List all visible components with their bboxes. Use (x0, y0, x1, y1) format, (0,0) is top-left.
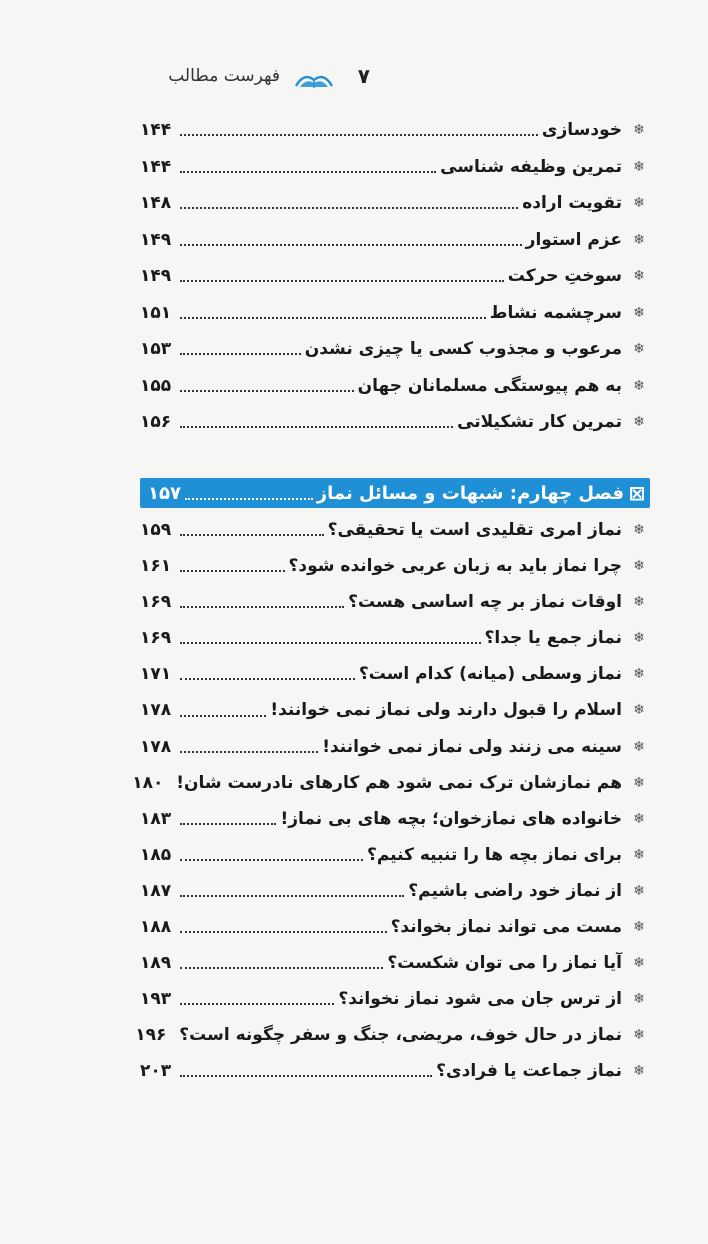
entry-title: نماز امری تقلیدی است یا تحقیقی؟ (327, 520, 622, 540)
entry-title: آیا نماز را می توان شکست؟ (387, 953, 622, 974)
entry-page: ۱۴۴ (140, 156, 172, 177)
dot-leader (180, 931, 387, 933)
entry-title: هم نمازشان ترک نمی شود هم کارهای نادرست شان! (176, 772, 622, 793)
snowflake-icon: ❄ (633, 846, 645, 863)
dot-leader (185, 498, 313, 500)
dot-leader (180, 678, 355, 680)
entry-title: چرا نماز باید به زبان عربی خوانده شود؟ (288, 556, 622, 577)
dot-leader (180, 1075, 432, 1077)
entry-title: تمرین وظیفه شناسی (440, 156, 622, 177)
entry-title: نماز در حال خوف، مریضی، جنگ و سفر چگونه است؟ (179, 1025, 622, 1046)
entry-page: ۱۸۹ (140, 953, 172, 974)
dot-leader (180, 606, 344, 608)
snowflake-icon: ❄ (633, 268, 645, 284)
dot-leader (180, 895, 404, 897)
entry-title: از ترس جان می شود نماز نخواند؟ (338, 989, 622, 1010)
snowflake-icon: ❄ (633, 341, 645, 357)
header-title: فهرست مطالب (168, 66, 280, 86)
toc-entry[interactable] (140, 620, 650, 656)
dot-leader (180, 134, 538, 136)
entry-page: ۱۷۱ (140, 664, 172, 685)
snowflake-icon: ❄ (633, 666, 645, 683)
toc-entry[interactable] (140, 656, 650, 692)
toc-entry[interactable] (140, 295, 650, 332)
toc-entry[interactable] (140, 801, 650, 837)
entry-page: ۱۶۹ (140, 628, 172, 649)
toc-entry[interactable] (140, 584, 650, 620)
entry-page: ۱۴۴ (140, 120, 172, 140)
snowflake-icon: ❄ (633, 522, 645, 538)
entry-page: ۱۸۸ (140, 917, 172, 938)
entry-page: ۱۴۹ (140, 266, 172, 286)
snowflake-icon: ❄ (633, 122, 645, 138)
dot-leader (180, 967, 383, 969)
snowflake-icon: ❄ (633, 195, 645, 211)
snowflake-icon: ❄ (633, 158, 645, 175)
entry-page: ۱۵۶ (140, 412, 172, 432)
entry-title: عزم استوار (525, 229, 622, 250)
entry-title: خودسازی (541, 120, 622, 140)
toc-entry[interactable] (140, 548, 650, 584)
toc-list-section2 (132, 512, 650, 1090)
entry-title: سوختِ حرکت (507, 266, 622, 286)
snowflake-icon: ❄ (633, 702, 645, 719)
toc-entry[interactable] (140, 909, 650, 945)
entry-title: سرچشمه نشاط (489, 302, 622, 323)
snowflake-icon: ❄ (633, 738, 645, 755)
entry-page: ۱۵۱ (140, 302, 172, 323)
snowflake-icon: ❄ (633, 558, 645, 575)
dot-leader (180, 534, 324, 536)
entry-page: ۱۸۵ (140, 844, 172, 865)
entry-title: سینه می زنند ولی نماز نمی خوانند! (322, 736, 622, 757)
entry-page: ۱۸۷ (140, 880, 172, 901)
snowflake-icon: ❄ (633, 304, 645, 321)
toc-entry[interactable] (140, 837, 650, 873)
entry-page: ۱۹۳ (140, 989, 172, 1010)
snowflake-icon: ❄ (633, 810, 645, 827)
toc-entry[interactable] (135, 1017, 650, 1053)
entry-title: نماز جماعت یا فرادی؟ (436, 1061, 622, 1082)
dot-leader (180, 317, 486, 319)
entry-page: ۲۰۳ (140, 1061, 172, 1082)
entry-page: ۱۸۰ (132, 772, 164, 793)
entry-title: به هم پیوستگی مسلمانان جهان (357, 375, 622, 396)
chapter-heading[interactable] (140, 478, 650, 508)
entry-title: اسلام را قبول دارند ولی نماز نمی خوانند! (270, 700, 622, 721)
toc-entry[interactable] (140, 149, 650, 186)
entry-page: ۱۴۸ (140, 193, 172, 213)
toc-entry[interactable] (140, 1053, 650, 1089)
toc-entry[interactable] (140, 258, 650, 295)
entry-title: تمرین کار تشکیلاتی (457, 412, 622, 432)
toc-entry[interactable] (140, 981, 650, 1017)
snowflake-icon: ❄ (633, 991, 645, 1008)
entry-title: مست می تواند نماز بخواند؟ (390, 917, 622, 938)
dot-leader (180, 1003, 334, 1005)
snowflake-icon: ❄ (633, 774, 645, 791)
page-header (0, 58, 708, 98)
dot-leader (180, 207, 518, 209)
dot-leader (180, 570, 285, 572)
entry-title: تقویت اراده (522, 193, 622, 213)
snowflake-icon: ❄ (633, 594, 645, 611)
entry-page: ۱۴۹ (140, 229, 172, 250)
close-square-icon: ⊠ (628, 481, 646, 505)
entry-title: برای نماز بچه ها را تنبیه کنیم؟ (366, 844, 622, 865)
entry-title: نماز وسطی (میانه) کدام است؟ (358, 664, 622, 685)
snowflake-icon: ❄ (633, 377, 645, 394)
entry-title: خانواده های نمازخوان؛ بچه های بی نماز! (280, 808, 622, 829)
entry-page: ۱۶۱ (140, 556, 172, 577)
toc-entry[interactable] (140, 729, 650, 765)
dot-leader (180, 280, 504, 282)
entry-page: ۱۷۸ (140, 700, 172, 721)
snowflake-icon: ❄ (633, 882, 645, 899)
toc-entry[interactable] (140, 873, 650, 909)
toc-entry[interactable] (140, 112, 650, 149)
toc-entry[interactable] (140, 368, 650, 405)
chapter-title: فصل چهارم: شبهات و مسائل نماز (316, 482, 624, 504)
toc-entry[interactable] (140, 945, 650, 981)
snowflake-icon: ❄ (633, 630, 645, 647)
book-icon (292, 68, 336, 90)
dot-leader (180, 859, 363, 861)
toc-entry[interactable] (132, 765, 650, 801)
toc-entry[interactable] (140, 185, 650, 222)
header-page-number: ۷ (357, 64, 370, 88)
toc-list-section1 (140, 112, 650, 441)
dot-leader (180, 751, 318, 753)
toc-entry[interactable] (140, 331, 650, 368)
entry-title: مرعوب و مجذوب کسی یا چیزی نشدن (304, 339, 622, 359)
entry-page: ۱۷۸ (140, 736, 172, 757)
toc-entry[interactable] (140, 692, 650, 728)
snowflake-icon: ❄ (633, 1027, 645, 1044)
dot-leader (180, 171, 436, 173)
toc-entry[interactable] (140, 404, 650, 441)
dot-leader (180, 390, 354, 392)
entry-title: نماز جمع یا جدا؟ (484, 628, 622, 649)
entry-page: ۱۹۶ (135, 1025, 167, 1046)
entry-title: از نماز خود راضی باشیم؟ (408, 880, 622, 901)
entry-page: ۱۸۳ (140, 808, 172, 829)
chapter-page: ۱۵۷ (148, 482, 181, 504)
snowflake-icon: ❄ (633, 1063, 645, 1080)
snowflake-icon: ❄ (633, 231, 645, 248)
toc-entry[interactable] (140, 222, 650, 259)
toc-entry[interactable] (140, 512, 650, 548)
snowflake-icon: ❄ (633, 955, 645, 972)
snowflake-icon: ❄ (633, 919, 645, 936)
entry-page: ۱۵۵ (140, 375, 172, 396)
dot-leader (180, 715, 266, 717)
entry-title: اوقات نماز بر چه اساسی هست؟ (348, 592, 622, 613)
dot-leader (180, 353, 301, 355)
dot-leader (180, 823, 276, 825)
snowflake-icon: ❄ (633, 414, 645, 430)
entry-page: ۱۵۳ (140, 339, 172, 359)
dot-leader (180, 642, 481, 644)
dot-leader (180, 244, 522, 246)
entry-page: ۱۵۹ (140, 520, 172, 540)
entry-page: ۱۶۹ (140, 592, 172, 613)
dot-leader (180, 426, 453, 428)
